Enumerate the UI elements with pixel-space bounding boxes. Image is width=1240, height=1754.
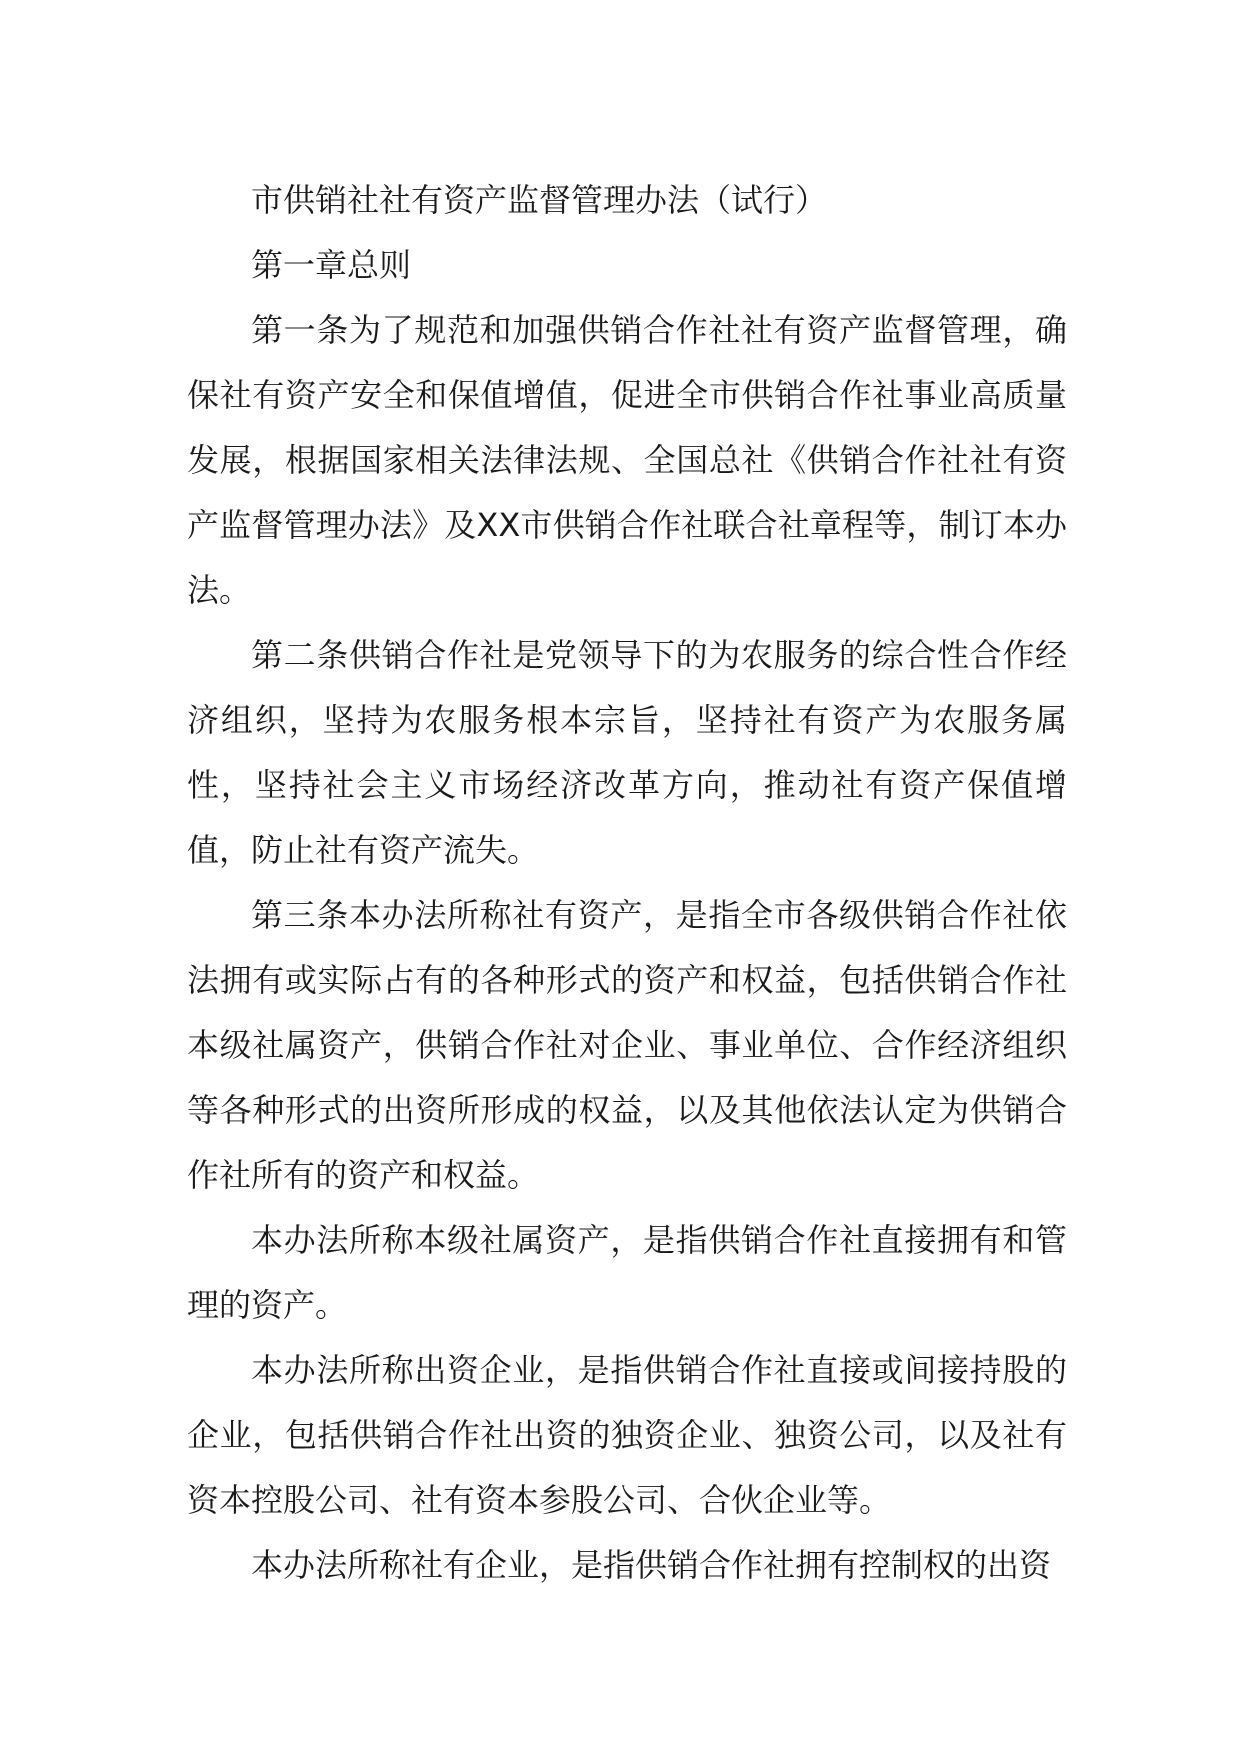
chapter-heading: 第一章总则 (251, 246, 412, 284)
paragraph-definition-coop-enterprises: 本办法所称社有企业，是指供销合作社拥有控制权的出资 (251, 1546, 1052, 1584)
paragraph-article-1: 第一条为了规范和加强供销合作社社有资产监督管理，确保社有资产安全和保值增值，促进全市供销合作社事业高质量发展，根据国家相关法律法规、全国总社《供销合作社社有资产监督管理办法》及XX市供销合作社联合社章程等，制订本办法。 (187, 311, 1067, 609)
paragraph-article-3: 第三条本办法所称社有资产，是指全市各级供销合作社依法拥有或实际占有的各种形式的资产和权益，包括供销合作社本级社属资产，供销合作社对企业、事业单位、合作经济组织等各种形式的出资所形成的权益，以及其他依法认定为供销合作社所有的资产和权益。 (187, 896, 1067, 1194)
paragraph-article-2: 第二条供销合作社是党领导下的为农服务的综合性合作经济组织，坚持为农服务根本宗旨，坚持社有资产为农服务属性，坚持社会主义市场经济改革方向，推动社有资产保值增值，防止社有资产流失。 (187, 636, 1067, 869)
document-body (187, 168, 1067, 1598)
paragraph-definition-own-assets: 本办法所称本级社属资产，是指供销合作社直接拥有和管理的资产。 (187, 1221, 1067, 1324)
paragraph-definition-invested-enterprises: 本办法所称出资企业，是指供销合作社直接或间接持股的企业，包括供销合作社出资的独资企业、独资公司，以及社有资本控股公司、社有资本参股公司、合伙企业等。 (187, 1351, 1067, 1519)
document-title: 市供销社社有资产监督管理办法（试行） (251, 181, 828, 219)
